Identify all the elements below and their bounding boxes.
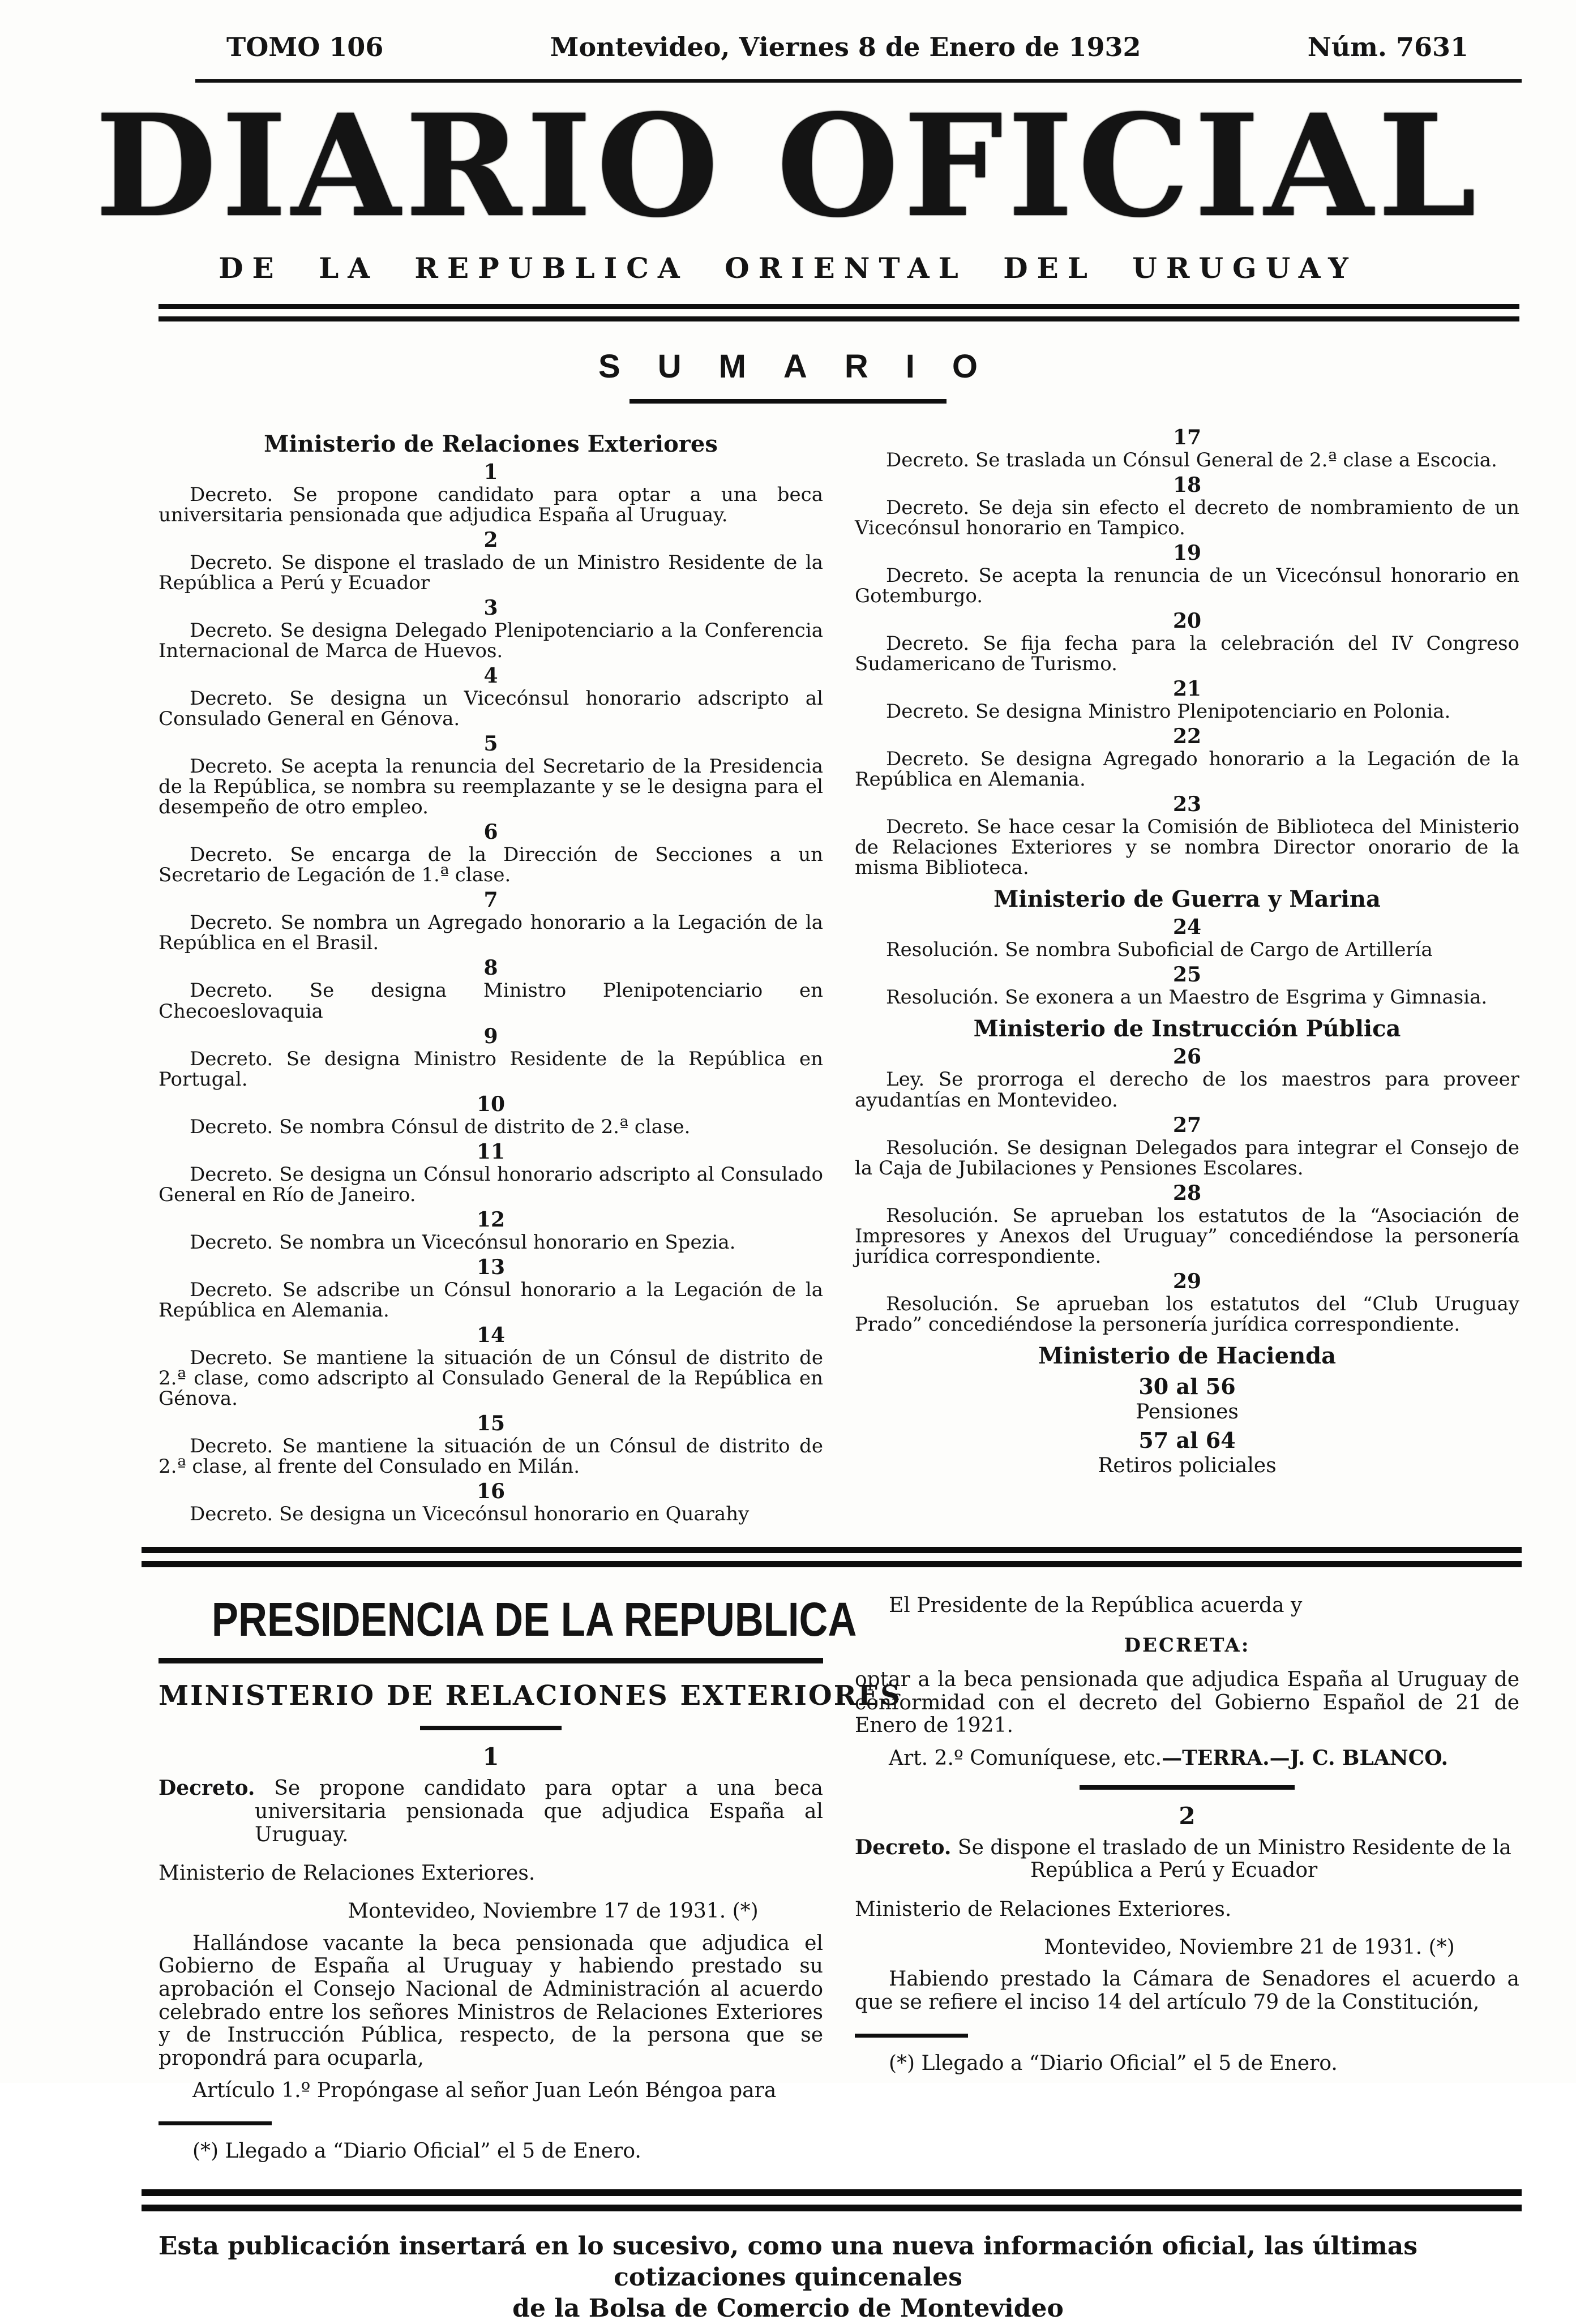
sumario-entry xyxy=(855,1183,1519,1267)
decree-intro: El Presidente de la República acuerda y xyxy=(889,1593,1303,1617)
entry-text: Decreto. Se nombra un Agregado honorario a la Legación de la República en el Brasil. xyxy=(159,911,823,955)
decree-rest: Se propone candidato para optar a una beca universitaria pensionada que adjudica España al Uruguay. xyxy=(255,1777,823,1846)
entry-number: 7 xyxy=(483,888,498,912)
sumario-entry xyxy=(159,1139,823,1206)
ministry-line: Ministerio de Relaciones Exteriores. xyxy=(855,1898,1232,1922)
entry-text: Resolución. Se exonera a un Maestro de Esgrima y Gimnasia. xyxy=(886,986,1488,1009)
presidencia-right-column xyxy=(855,1592,1519,2163)
ministry-heading: Ministerio de Guerra y Marina xyxy=(993,886,1381,913)
sumario-section xyxy=(0,404,1576,1524)
page-header xyxy=(0,0,1576,62)
entry-label: Retiros policiales xyxy=(1098,1453,1277,1477)
sumario-entry xyxy=(159,1257,823,1320)
entry-text: Resolución. Se aprueban los estatutos de la “Asociación de Impresores y Anexos del Uruguay” concediéndose la personería jurídica correspondiente. xyxy=(855,1204,1519,1268)
decree-rest: Se dispone el traslado de un Ministro Residente de la República a Perú y Ecuador xyxy=(957,1836,1511,1883)
footer-notice xyxy=(91,2231,1485,2324)
footer-separator-rule xyxy=(142,2189,1522,2211)
entry-text: Decreto. Se designa Delegado Plenipotenciario a la Conferencia Internacional de Marca de Huevos. xyxy=(159,619,823,663)
sumario-entry xyxy=(855,543,1519,606)
presidencia-left-column xyxy=(159,1592,902,2163)
footnote: (*) Llegado a “Diario Oficial” el 5 de Enero. xyxy=(889,2051,1338,2075)
decree-number: 2 xyxy=(1179,1802,1196,1830)
sumario-entry xyxy=(855,794,1519,878)
header-rule xyxy=(195,79,1522,83)
decree-summary xyxy=(855,1836,1519,1883)
sumario-entry xyxy=(159,1481,823,1524)
sumario-left-column xyxy=(159,423,823,1524)
entry-number: 13 xyxy=(476,1255,506,1279)
entry-number: 1 xyxy=(483,460,498,484)
entry-text: Decreto. Se designa Ministro Residente de la República en Portugal. xyxy=(159,1047,823,1091)
sumario-entry xyxy=(159,958,823,1021)
entry-number: 21 xyxy=(1172,677,1202,701)
article-line xyxy=(855,1747,1519,1770)
entry-number: 5 xyxy=(483,732,498,756)
sumario-entry xyxy=(159,734,823,817)
sumario-entry xyxy=(159,1207,823,1254)
sumario-entry xyxy=(159,890,823,953)
entry-text: Decreto. Se hace cesar la Comisión de Biblioteca del Ministerio de Relaciones Exteriores y se nombra Director onorario de la misma Biblioteca. xyxy=(855,816,1519,880)
presidencia-title: PRESIDENCIA DE LA REPUBLICA xyxy=(211,1592,857,1646)
entry-text: Decreto. Se fija fecha para la celebración del IV Congreso Sudamericano de Turismo. xyxy=(855,632,1519,676)
entry-text: Ley. Se prorroga el derecho de los maestros para proveer ayudantías en Montevideo. xyxy=(855,1068,1519,1112)
entry-number: 9 xyxy=(483,1024,498,1048)
section-separator-rule xyxy=(142,1547,1522,1567)
entry-text: Resolución. Se nombra Suboficial de Cargo de Artillería xyxy=(886,938,1433,962)
ministry-heading: Ministerio de Hacienda xyxy=(1038,1342,1337,1369)
volume-label: TOMO 106 xyxy=(226,32,384,62)
entry-text: Decreto. Se deja sin efecto el decreto de nombramiento de un Vicecónsul honorario en Tampico. xyxy=(855,496,1519,540)
masthead-rule xyxy=(159,304,1519,321)
sumario-entry xyxy=(855,917,1519,960)
entry-text: Decreto. Se adscribe un Cónsul honorario a la Legación de la República en Alemania. xyxy=(159,1278,823,1322)
sumario-title-underline xyxy=(629,399,947,404)
sumario-title: SUMARIO xyxy=(598,348,1015,385)
footer-notice-line1: Esta publicación insertará en lo sucesivo, como una nueva información oficial, las últimas cotizaciones quincenales xyxy=(158,2231,1418,2292)
footnote: (*) Llegado a “Diario Oficial” el 5 de Enero. xyxy=(192,2139,641,2163)
entry-text: Decreto. Se mantiene la situación de un Cónsul de distrito de 2.ª clase, como adscripto al Consulado General de la República en Génova. xyxy=(159,1346,823,1410)
entry-number: 29 xyxy=(1172,1269,1202,1293)
sumario-entry xyxy=(159,1026,823,1090)
entry-number: 26 xyxy=(1172,1045,1202,1069)
sumario-entry xyxy=(159,1413,823,1477)
entry-text: Decreto. Se nombra un Vicecónsul honorario en Spezia. xyxy=(190,1230,736,1254)
entry-number: 22 xyxy=(1172,724,1202,749)
sumario-entry xyxy=(159,666,823,729)
entry-text: Decreto. Se designa un Vicecónsul honorario en Quarahy xyxy=(190,1502,750,1525)
entry-number: 3 xyxy=(483,596,498,620)
signatures: —TERRA.—J. C. BLANCO. xyxy=(1162,1746,1449,1770)
article-text: Art. 2.º Comuníquese, etc. xyxy=(889,1747,1162,1770)
entry-text: Decreto. Se encarga de la Dirección de Secciones a un Secretario de Legación de 1.ª clase. xyxy=(159,843,823,887)
entry-number: 28 xyxy=(1172,1181,1202,1205)
entry-text: Decreto. Se acepta la renuncia de un Vicecónsul honorario en Gotemburgo. xyxy=(855,564,1519,608)
entry-label: Pensiones xyxy=(1136,1400,1239,1423)
entry-number: 10 xyxy=(476,1092,506,1116)
dateline: Montevideo, Noviembre 21 de 1931. (*) xyxy=(1044,1935,1455,1959)
entry-text: Decreto. Se designa Ministro Plenipotenciario en Checoeslovaquia xyxy=(159,979,823,1023)
entry-text: Decreto. Se designa un Vicecónsul honorario adscripto al Consulado General en Génova. xyxy=(159,687,823,731)
ministry-heading: Ministerio de Instrucción Pública xyxy=(973,1015,1401,1043)
entry-number: 16 xyxy=(476,1479,506,1503)
ministry-heading: Ministerio de Relaciones Exteriores xyxy=(264,431,718,457)
masthead-title: DIARIO OFICIAL xyxy=(95,84,1481,248)
decree-body: Hallándose vacante la beca pensionada que adjudica el Gobierno de España al Uruguay y habiendo prestado su aprobación el Consejo Nacional de Administración al acuerdo celebrado entre los señores Ministros de Relaciones Exteriores y de Instrucción Pública, respecto, de la persona que se propondrá para ocuparla, xyxy=(159,1931,823,2070)
entry-text: Resolución. Se designan Delegados para integrar el Consejo de la Caja de Jubilaciones y Pensiones Escolares. xyxy=(855,1136,1519,1180)
footnote-rule xyxy=(159,2121,272,2125)
ministry-line: Ministerio de Relaciones Exteriores. xyxy=(159,1862,536,1885)
entry-number: 6 xyxy=(483,820,498,844)
decree-number: 1 xyxy=(482,1743,499,1771)
entry-text: Decreto. Se nombra Cónsul de distrito de 2.ª clase. xyxy=(190,1115,691,1138)
entry-range: 57 al 64 xyxy=(1138,1427,1236,1453)
decree-body: Habiendo prestado la Cámara de Senadores el acuerdo a que se refiere el inciso 14 del artículo 79 de la Constitución, xyxy=(855,1967,1519,2014)
entry-range: 30 al 56 xyxy=(1138,1373,1236,1399)
entry-text: Decreto. Se propone candidato para optar a una beca universitaria pensionada que adjudica España al Uruguay. xyxy=(159,483,823,527)
sumario-entry xyxy=(855,964,1519,1007)
decreta-heading: DECRETA: xyxy=(1124,1633,1250,1657)
dateline: Montevideo, Noviembre 17 de 1931. (*) xyxy=(348,1899,759,1923)
footer-notice-line2: de la Bolsa de Comercio de Montevideo xyxy=(512,2293,1064,2323)
entry-text: Decreto. Se dispone el traslado de un Ministro Residente de la República a Perú y Ecuador xyxy=(159,551,823,595)
entry-text: Decreto. Se mantiene la situación de un Cónsul de distrito de 2.ª clase, al frente del Consulado en Milán. xyxy=(159,1434,823,1478)
entry-number: 14 xyxy=(476,1323,506,1347)
entry-text: Decreto. Se designa Agregado honorario a la Legación de la República en Alemania. xyxy=(855,748,1519,791)
issue-number-label: Núm. 7631 xyxy=(1307,32,1468,62)
entry-number: 20 xyxy=(1172,609,1202,633)
sumario-entry xyxy=(855,679,1519,722)
entry-number: 23 xyxy=(1172,792,1202,817)
entry-number: 17 xyxy=(1172,426,1202,449)
entry-number: 4 xyxy=(483,664,498,688)
sumario-right-column xyxy=(855,423,1519,1524)
sumario-entry xyxy=(159,598,823,661)
decree-summary xyxy=(159,1777,823,1846)
sumario-entry xyxy=(855,427,1519,470)
footnote-rule xyxy=(855,2034,968,2038)
sumario-entry xyxy=(159,1094,823,1137)
sumario-entry xyxy=(159,1325,823,1409)
entry-number: 2 xyxy=(483,528,498,552)
entry-number: 27 xyxy=(1172,1113,1202,1137)
entry-text: Decreto. Se designa un Cónsul honorario adscripto al Consulado General en Río de Janeiro. xyxy=(159,1163,823,1206)
masthead-subtitle: DE LA REPUBLICA ORIENTAL DEL URUGUAY xyxy=(219,251,1357,285)
entry-number: 19 xyxy=(1172,541,1202,565)
sumario-entry xyxy=(855,1047,1519,1110)
sumario-entry xyxy=(855,475,1519,538)
entry-number: 18 xyxy=(1172,473,1202,498)
entry-number: 24 xyxy=(1172,915,1202,940)
presidencia-title-rule xyxy=(159,1658,823,1663)
decree-body: optar a la beca pensionada que adjudica España al Uruguay de conformidad con el decreto del Gobierno Español de 21 de Enero de 1921. xyxy=(855,1668,1519,1738)
presidencia-section xyxy=(0,1567,1576,2163)
entry-number: 8 xyxy=(483,956,498,980)
sumario-entry xyxy=(159,822,823,885)
decree-lead: Decreto. xyxy=(855,1835,952,1859)
entry-number: 25 xyxy=(1172,963,1202,987)
sumario-entry xyxy=(855,726,1519,790)
entry-number: 15 xyxy=(476,1411,506,1435)
sumario-entry xyxy=(855,611,1519,674)
sumario-entry xyxy=(855,1115,1519,1178)
entry-text: Decreto. Se traslada un Cónsul General de 2.ª clase a Escocia. xyxy=(886,449,1497,471)
sumario-entry xyxy=(855,1271,1519,1335)
entry-text: Decreto. Se designa Ministro Plenipotenciario en Polonia. xyxy=(886,700,1451,723)
entry-number: 11 xyxy=(476,1139,506,1164)
entry-text: Decreto. Se acepta la renuncia del Secretario de la Presidencia de la República, se nombra su reemplazante y se le designa para el desempeño de otro empleo. xyxy=(159,755,823,819)
entry-number: 12 xyxy=(476,1207,506,1232)
presidencia-subtitle-rule xyxy=(420,1726,562,1730)
entry-text: Resolución. Se aprueban los estatutos del “Club Uruguay Prado” concediéndose la personería jurídica correspondiente. xyxy=(855,1292,1519,1336)
decree-lead: Decreto. xyxy=(159,1776,255,1800)
sumario-entry xyxy=(159,462,823,525)
presidencia-subtitle: MINISTERIO DE RELACIONES EXTERIORES xyxy=(159,1679,902,1712)
sumario-entry xyxy=(159,530,823,593)
decree-divider-rule xyxy=(1080,1785,1295,1790)
article-line: Artículo 1.º Propóngase al señor Juan León Béngoa para xyxy=(192,2078,777,2102)
date-label: Montevideo, Viernes 8 de Enero de 1932 xyxy=(550,32,1141,62)
